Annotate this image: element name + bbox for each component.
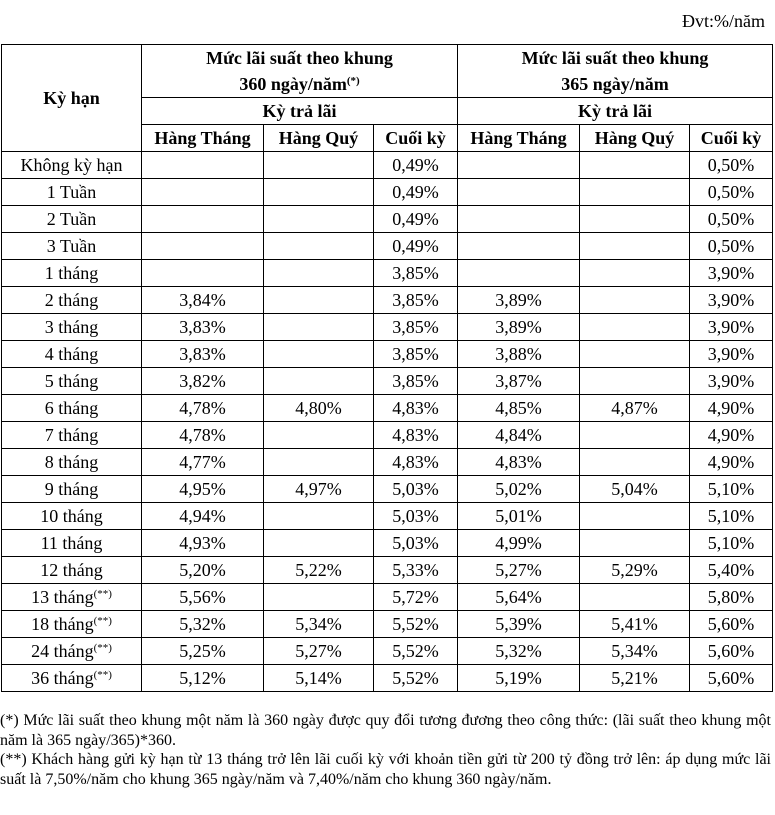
rate-cell-e360: 3,85% <box>374 341 458 368</box>
rate-cell-m360: 4,77% <box>142 449 264 476</box>
term-label: 24 tháng <box>31 641 94 661</box>
term-cell <box>2 260 142 287</box>
rate-cell-e360: 3,85% <box>374 260 458 287</box>
term-label: 9 tháng <box>44 479 99 499</box>
table-row <box>2 206 773 233</box>
rate-cell-e365: 5,60% <box>690 638 773 665</box>
rate-cell-e365: 5,60% <box>690 611 773 638</box>
table-row <box>2 287 773 314</box>
rate-cell-q365: 5,34% <box>580 638 690 665</box>
term-cell <box>2 476 142 503</box>
term-cell <box>2 395 142 422</box>
rate-cell-q360: 5,22% <box>264 557 374 584</box>
table-row <box>2 395 773 422</box>
rate-cell-m365 <box>458 260 580 287</box>
table-row <box>2 314 773 341</box>
rate-cell-e360: 3,85% <box>374 368 458 395</box>
term-label: 13 tháng <box>31 587 94 607</box>
rate-cell-q360: 4,97% <box>264 476 374 503</box>
rate-cell-e365: 3,90% <box>690 368 773 395</box>
rate-rows <box>2 152 773 692</box>
term-label: 5 tháng <box>44 371 99 391</box>
rate-cell-q365: 5,41% <box>580 611 690 638</box>
term-label: 1 tháng <box>44 263 99 283</box>
rate-cell-q360 <box>264 503 374 530</box>
rate-cell-q360 <box>264 260 374 287</box>
rate-cell-m360 <box>142 260 264 287</box>
rate-cell-m365: 4,83% <box>458 449 580 476</box>
rate-cell-q360: 4,80% <box>264 395 374 422</box>
rate-cell-e360: 5,52% <box>374 638 458 665</box>
header-group-365 <box>458 45 773 98</box>
header-group-360-subtitle: 360 ngày/năm <box>239 74 347 94</box>
header-group-360 <box>142 45 458 98</box>
rate-cell-e360: 3,85% <box>374 287 458 314</box>
rate-cell-e360: 4,83% <box>374 449 458 476</box>
table-row <box>2 638 773 665</box>
rate-cell-m360: 4,93% <box>142 530 264 557</box>
rate-cell-q365 <box>580 287 690 314</box>
rate-cell-q365 <box>580 584 690 611</box>
term-label: 18 tháng <box>31 614 94 634</box>
term-cell <box>2 341 142 368</box>
table-row <box>2 422 773 449</box>
rate-cell-q365 <box>580 449 690 476</box>
header-quarterly-360: Hàng Quý <box>264 125 374 152</box>
rate-cell-m365 <box>458 179 580 206</box>
rate-cell-m365: 5,64% <box>458 584 580 611</box>
rate-cell-e365: 3,90% <box>690 260 773 287</box>
term-cell <box>2 422 142 449</box>
rate-cell-m360 <box>142 179 264 206</box>
header-monthly-365: Hàng Tháng <box>458 125 580 152</box>
rate-cell-m360: 4,78% <box>142 395 264 422</box>
rate-cell-q365 <box>580 206 690 233</box>
rate-cell-e360: 5,03% <box>374 530 458 557</box>
rate-cell-e365: 0,50% <box>690 152 773 179</box>
header-payment-365: Kỳ trả lãi <box>458 98 773 125</box>
term-label: 2 Tuần <box>46 209 97 229</box>
table-row <box>2 233 773 260</box>
rate-cell-q365: 4,87% <box>580 395 690 422</box>
rate-cell-e360: 5,52% <box>374 665 458 692</box>
rate-cell-m365: 5,19% <box>458 665 580 692</box>
rate-cell-e360: 5,72% <box>374 584 458 611</box>
rate-cell-m360: 4,78% <box>142 422 264 449</box>
rate-cell-q365 <box>580 503 690 530</box>
rate-cell-m360 <box>142 206 264 233</box>
rate-cell-q365: 5,21% <box>580 665 690 692</box>
rate-cell-q365 <box>580 530 690 557</box>
header-monthly-360: Hàng Tháng <box>142 125 264 152</box>
term-label: 10 tháng <box>40 506 103 526</box>
rate-cell-m365: 3,89% <box>458 314 580 341</box>
table-row <box>2 368 773 395</box>
rate-cell-e360: 5,03% <box>374 476 458 503</box>
rate-cell-q365 <box>580 314 690 341</box>
rate-cell-m360: 3,83% <box>142 314 264 341</box>
table-row <box>2 530 773 557</box>
header-group-360-mark: (*) <box>346 75 360 87</box>
rate-cell-e365: 3,90% <box>690 287 773 314</box>
term-label: 2 tháng <box>44 290 99 310</box>
rate-cell-e360: 4,83% <box>374 422 458 449</box>
header-payment-360: Kỳ trả lãi <box>142 98 458 125</box>
term-cell <box>2 233 142 260</box>
header-group-365-title: Mức lãi suất theo khung <box>521 48 709 68</box>
term-cell <box>2 287 142 314</box>
term-label: 7 tháng <box>44 425 99 445</box>
rate-cell-q360 <box>264 584 374 611</box>
rate-cell-m365 <box>458 206 580 233</box>
term-cell <box>2 368 142 395</box>
rate-cell-e365: 3,90% <box>690 314 773 341</box>
rate-cell-m365 <box>458 233 580 260</box>
footnotes <box>0 711 771 789</box>
rate-cell-q360 <box>264 449 374 476</box>
term-label: 11 tháng <box>40 533 103 553</box>
rate-cell-m365: 4,85% <box>458 395 580 422</box>
rate-cell-m360: 4,95% <box>142 476 264 503</box>
rate-cell-q360: 5,14% <box>264 665 374 692</box>
rate-cell-e360: 0,49% <box>374 233 458 260</box>
rate-cell-m365: 5,32% <box>458 638 580 665</box>
term-cell <box>2 449 142 476</box>
table-row <box>2 449 773 476</box>
rate-cell-q360 <box>264 530 374 557</box>
rate-cell-m360 <box>142 233 264 260</box>
term-cell <box>2 584 142 611</box>
rate-cell-q365 <box>580 179 690 206</box>
rate-cell-q360 <box>264 422 374 449</box>
rate-cell-e360: 4,83% <box>374 395 458 422</box>
table-row <box>2 152 773 179</box>
footnote-1: (*) Mức lãi suất theo khung một năm là 360 ngày được quy đổi tương đương theo công thức: (lãi suất theo khung một năm là 365 ngày/365)*360. <box>0 712 771 749</box>
term-label: 3 tháng <box>44 317 99 337</box>
rate-cell-e365: 0,50% <box>690 179 773 206</box>
rate-cell-e365: 4,90% <box>690 449 773 476</box>
rate-cell-q360 <box>264 368 374 395</box>
rate-cell-m365 <box>458 152 580 179</box>
rate-cell-m365: 5,27% <box>458 557 580 584</box>
rate-cell-m365: 3,88% <box>458 341 580 368</box>
term-label: 4 tháng <box>44 344 99 364</box>
rate-cell-e360: 5,03% <box>374 503 458 530</box>
term-cell <box>2 152 142 179</box>
term-cell <box>2 557 142 584</box>
unit-label: Đvt:%/năm <box>682 11 765 31</box>
term-label: Không kỳ hạn <box>20 155 123 175</box>
term-footnote-mark: (**) <box>93 615 112 627</box>
rate-cell-q360 <box>264 152 374 179</box>
term-cell <box>2 503 142 530</box>
table-row <box>2 584 773 611</box>
rate-cell-m360: 3,83% <box>142 341 264 368</box>
header-end-360: Cuối kỳ <box>374 125 458 152</box>
rate-cell-e360: 0,49% <box>374 152 458 179</box>
term-label: 12 tháng <box>40 560 103 580</box>
rate-cell-m360 <box>142 152 264 179</box>
rate-cell-e365: 5,40% <box>690 557 773 584</box>
rate-cell-m365: 4,84% <box>458 422 580 449</box>
table-row <box>2 260 773 287</box>
rate-cell-e365: 0,50% <box>690 233 773 260</box>
rate-cell-e360: 0,49% <box>374 206 458 233</box>
rate-cell-e365: 5,10% <box>690 503 773 530</box>
rate-cell-m365: 5,39% <box>458 611 580 638</box>
rate-cell-e365: 0,50% <box>690 206 773 233</box>
rate-cell-m360: 5,32% <box>142 611 264 638</box>
table-row <box>2 665 773 692</box>
rate-cell-e365: 5,80% <box>690 584 773 611</box>
rate-cell-q365: 5,04% <box>580 476 690 503</box>
rate-cell-q365 <box>580 152 690 179</box>
rate-cell-e365: 5,10% <box>690 530 773 557</box>
header-group-365-subtitle: 365 ngày/năm <box>561 74 669 94</box>
term-footnote-mark: (**) <box>93 642 112 654</box>
term-label: 3 Tuần <box>46 236 97 256</box>
rate-cell-e365: 5,10% <box>690 476 773 503</box>
rate-cell-q360 <box>264 341 374 368</box>
table-row <box>2 476 773 503</box>
term-cell <box>2 638 142 665</box>
rate-cell-q360 <box>264 233 374 260</box>
table-row <box>2 503 773 530</box>
term-cell <box>2 530 142 557</box>
rate-cell-q365 <box>580 341 690 368</box>
header-quarterly-365: Hàng Quý <box>580 125 690 152</box>
rate-cell-e365: 4,90% <box>690 395 773 422</box>
rate-cell-q365 <box>580 260 690 287</box>
term-label: 1 Tuần <box>46 182 97 202</box>
rate-cell-q360: 5,34% <box>264 611 374 638</box>
rate-cell-m365: 5,01% <box>458 503 580 530</box>
rate-cell-m365: 3,89% <box>458 287 580 314</box>
header-group-360-title: Mức lãi suất theo khung <box>206 48 393 68</box>
rate-cell-e360: 0,49% <box>374 179 458 206</box>
term-cell <box>2 179 142 206</box>
rate-cell-q365 <box>580 368 690 395</box>
term-label: 6 tháng <box>44 398 99 418</box>
rate-cell-q365: 5,29% <box>580 557 690 584</box>
interest-rate-table <box>1 44 773 692</box>
term-cell <box>2 314 142 341</box>
rate-cell-m360: 5,56% <box>142 584 264 611</box>
rate-cell-e360: 5,33% <box>374 557 458 584</box>
rate-cell-m360: 3,82% <box>142 368 264 395</box>
footnote-2: (**) Khách hàng gửi kỳ hạn từ 13 tháng trở lên lãi cuối kỳ với khoản tiền gửi từ 200 tỷ đồng trở lên: áp dụng mức lãi suất là 7,50%/năm cho khung 365 ngày/năm và 7,40%/năm cho khung 360 ngày/năm. <box>0 751 771 788</box>
rate-cell-q360: 5,27% <box>264 638 374 665</box>
table-row <box>2 179 773 206</box>
rate-cell-q360 <box>264 314 374 341</box>
term-cell <box>2 206 142 233</box>
rate-cell-e360: 3,85% <box>374 314 458 341</box>
rate-cell-m360: 5,12% <box>142 665 264 692</box>
rate-cell-e365: 5,60% <box>690 665 773 692</box>
term-footnote-mark: (**) <box>93 669 112 681</box>
table-row <box>2 611 773 638</box>
rate-cell-q365 <box>580 233 690 260</box>
rate-cell-m365: 4,99% <box>458 530 580 557</box>
term-cell <box>2 665 142 692</box>
header-term: Kỳ hạn <box>2 45 142 152</box>
rate-cell-m365: 5,02% <box>458 476 580 503</box>
term-label: 36 tháng <box>31 668 94 688</box>
rate-cell-q360 <box>264 179 374 206</box>
rate-cell-m360: 5,20% <box>142 557 264 584</box>
rate-cell-m365: 3,87% <box>458 368 580 395</box>
rate-cell-e365: 4,90% <box>690 422 773 449</box>
rate-cell-q365 <box>580 422 690 449</box>
rate-cell-m360: 5,25% <box>142 638 264 665</box>
rate-cell-e360: 5,52% <box>374 611 458 638</box>
rate-cell-m360: 4,94% <box>142 503 264 530</box>
table-row <box>2 557 773 584</box>
rate-cell-q360 <box>264 287 374 314</box>
rate-cell-q360 <box>264 206 374 233</box>
header-end-365: Cuối kỳ <box>690 125 773 152</box>
term-cell <box>2 611 142 638</box>
rate-cell-m360: 3,84% <box>142 287 264 314</box>
term-label: 8 tháng <box>44 452 99 472</box>
table-row <box>2 341 773 368</box>
rate-cell-e365: 3,90% <box>690 341 773 368</box>
term-footnote-mark: (**) <box>93 588 112 600</box>
